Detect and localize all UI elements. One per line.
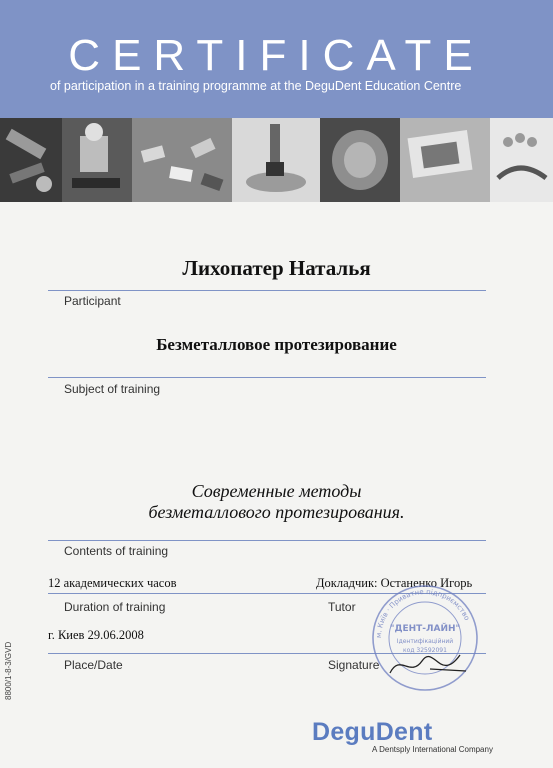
company-stamp	[370, 583, 480, 693]
stamp-name: "ДЕНТ-ЛАЙН"	[389, 624, 461, 634]
duration-label: Duration of training	[64, 600, 166, 614]
stamp-line-1: Ідентифікаційний	[396, 638, 454, 645]
participant-label: Participant	[64, 294, 121, 308]
place-date-value: г. Киев 29.06.2008	[48, 628, 144, 642]
duration-value: 12 академических часов	[48, 576, 177, 590]
ceramic-samples-photo	[132, 118, 232, 202]
signature-label: Signature	[328, 658, 380, 672]
tutor-value: Докладчик: Останенко Игорь	[316, 576, 473, 590]
stamp-line-2: код 32592091	[403, 647, 447, 654]
subject-value: Безметалловое протезирование	[156, 335, 397, 354]
contents-label: Contents of training	[64, 544, 169, 558]
logo-tagline: A Dentsply International Company	[372, 745, 493, 754]
tooth-closeup-photo	[320, 118, 400, 202]
subject-label: Subject of training	[64, 382, 161, 396]
microscope-photo	[62, 118, 132, 202]
certificate-title: CERTIFICATE	[68, 31, 485, 80]
certificate-subtitle: of participation in a training programme at the DeguDent Education Centre	[50, 79, 462, 93]
contents-line	[48, 540, 486, 541]
lab-equipment-photo	[400, 118, 490, 202]
tutor-label: Tutor	[328, 600, 356, 614]
stamp-ring-text: м. Київ · Приватне підприємство	[374, 587, 472, 639]
contents-line-2: безметаллового протезирования.	[148, 502, 405, 522]
participant-name: Лихопатер Наталья	[182, 256, 371, 280]
degudent-logo: DeguDent	[312, 718, 433, 746]
contents-line-1: Современные методы	[191, 481, 362, 501]
subject-line	[48, 377, 486, 378]
photo-strip	[0, 118, 553, 202]
document-code: 8800/1-8-3/GVD	[4, 641, 13, 700]
teeth-model-photo	[490, 118, 553, 202]
dental-tools-photo	[0, 118, 62, 202]
place-date-label: Place/Date	[64, 658, 123, 672]
participant-line	[48, 290, 486, 291]
milling-machine-photo	[232, 118, 320, 202]
